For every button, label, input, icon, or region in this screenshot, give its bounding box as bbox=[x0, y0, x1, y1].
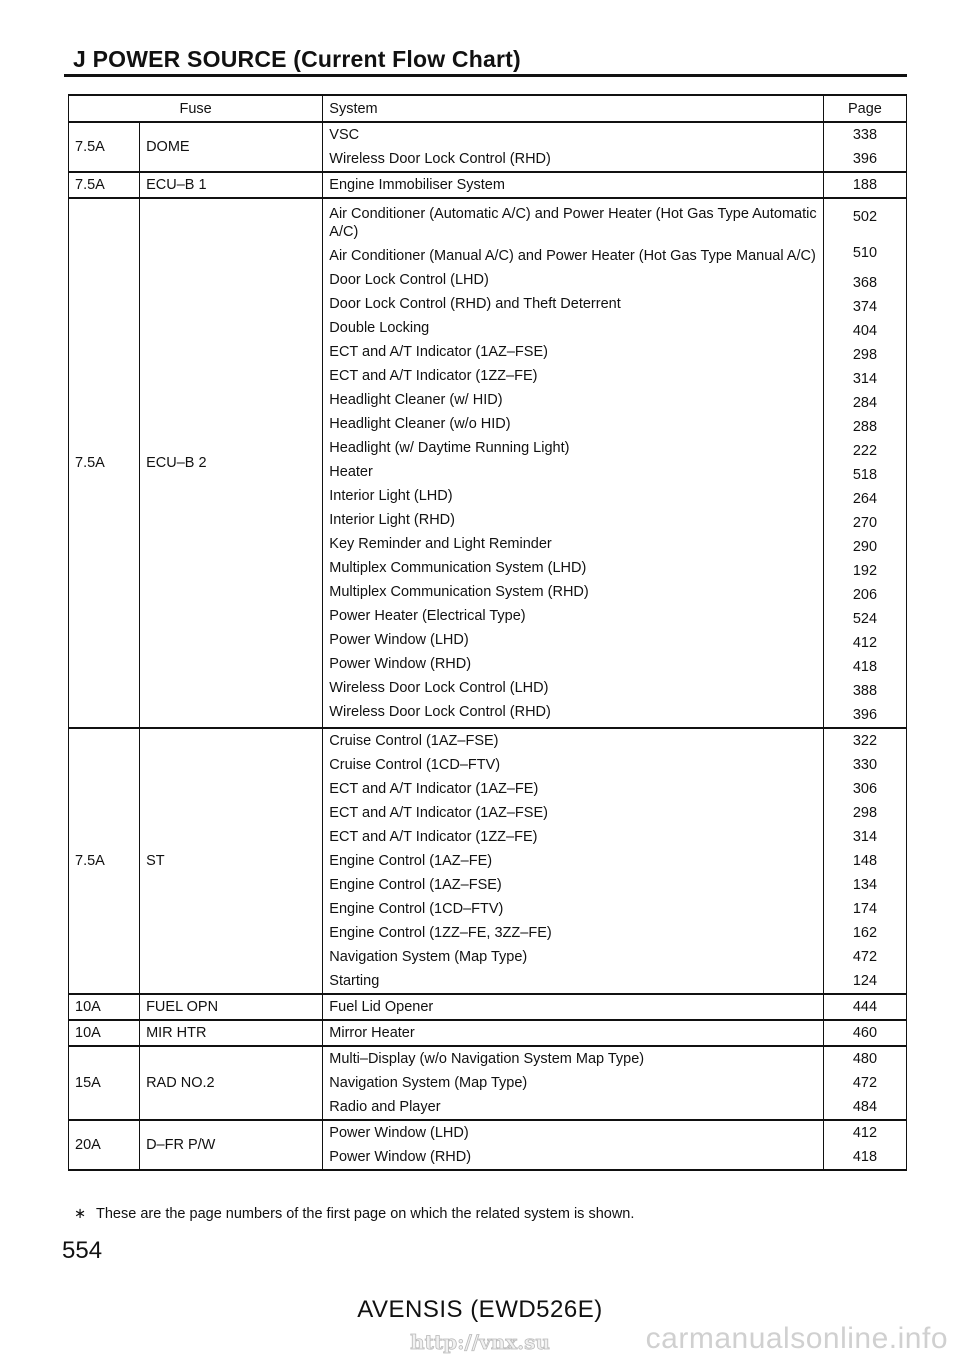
system-name: Multi–Display (w/o Navigation System Map Type) bbox=[329, 1051, 645, 1067]
system-name: Interior Light (RHD) bbox=[329, 512, 455, 528]
page-list bbox=[823, 728, 906, 994]
system-name: Wireless Door Lock Control (RHD) bbox=[329, 704, 551, 720]
footnote-marker: ∗ bbox=[74, 1206, 87, 1222]
system-name: Mirror Heater bbox=[329, 1025, 415, 1041]
system-name: Cruise Control (1CD–FTV) bbox=[329, 757, 501, 773]
system-list bbox=[323, 172, 824, 198]
system-name: Air Conditioner (Automatic A/C) and Power Heater (Hot Gas Type Automatic A/C) bbox=[329, 206, 817, 240]
page-number-cell: 460 bbox=[852, 1025, 878, 1041]
system-name: Power Window (LHD) bbox=[329, 632, 469, 648]
table-row bbox=[69, 728, 907, 994]
table-row bbox=[69, 994, 907, 1020]
system-name: Headlight Cleaner (w/o HID) bbox=[329, 416, 511, 432]
page-number-cell: 314 bbox=[852, 371, 878, 387]
page-number-cell: 518 bbox=[852, 467, 878, 483]
system-name: Engine Immobiliser System bbox=[329, 177, 505, 193]
fuse-amperage: 10A bbox=[69, 994, 140, 1020]
table-row bbox=[69, 1020, 907, 1046]
page-number-cell: 188 bbox=[852, 177, 878, 193]
fuse-amperage: 7.5A bbox=[69, 198, 140, 728]
page-number-cell: 368 bbox=[852, 275, 878, 291]
column-header-page: Page bbox=[823, 95, 906, 122]
page-number-cell: 404 bbox=[852, 323, 878, 339]
system-name: ECT and A/T Indicator (1ZZ–FE) bbox=[329, 368, 538, 384]
fuse-amperage: 7.5A bbox=[69, 172, 140, 198]
fuse-name: ST bbox=[140, 728, 323, 994]
column-header-fuse: Fuse bbox=[69, 95, 323, 122]
system-name: Headlight Cleaner (w/ HID) bbox=[329, 392, 503, 408]
page-number-cell: 502 bbox=[852, 209, 878, 225]
page-number-cell: 222 bbox=[852, 443, 878, 459]
page-number: 554 bbox=[62, 1237, 103, 1264]
page-list bbox=[823, 172, 906, 198]
page-number-cell: 480 bbox=[852, 1051, 878, 1067]
page-list bbox=[823, 1120, 906, 1170]
footnote-text: These are the page numbers of the first page on which the related system is shown. bbox=[96, 1206, 635, 1222]
page-number-cell: 418 bbox=[852, 659, 878, 675]
page-list bbox=[823, 994, 906, 1020]
system-list bbox=[323, 994, 824, 1020]
system-name: Fuel Lid Opener bbox=[329, 999, 434, 1015]
page-title: J POWER SOURCE (Current Flow Chart) bbox=[73, 46, 521, 72]
footer-model-code: AVENSIS (EWD526E) bbox=[357, 1296, 603, 1323]
system-name: ECT and A/T Indicator (1AZ–FE) bbox=[329, 781, 539, 797]
page-number-cell: 264 bbox=[852, 491, 878, 507]
system-name: Power Window (RHD) bbox=[329, 1149, 472, 1165]
title-underline bbox=[64, 74, 907, 77]
system-name: Engine Control (1CD–FTV) bbox=[329, 901, 504, 917]
system-name: Navigation System (Map Type) bbox=[329, 949, 528, 965]
fuse-table bbox=[68, 94, 907, 1171]
page-number-cell: 162 bbox=[852, 925, 878, 941]
page-number-cell: 444 bbox=[852, 999, 878, 1015]
system-name: Power Window (RHD) bbox=[329, 656, 472, 672]
system-name: VSC bbox=[329, 127, 360, 143]
page-number-cell: 288 bbox=[852, 419, 878, 435]
watermark-site: carmanualsonline.info bbox=[645, 1322, 948, 1355]
table-row bbox=[69, 1046, 907, 1120]
system-name: Navigation System (Map Type) bbox=[329, 1075, 528, 1091]
system-list bbox=[323, 728, 824, 994]
system-name: Heater bbox=[329, 464, 373, 480]
table-header-row bbox=[69, 95, 907, 122]
page-number-cell: 298 bbox=[852, 347, 878, 363]
table-row bbox=[69, 122, 907, 172]
system-name: Door Lock Control (RHD) and Theft Deterrent bbox=[329, 296, 621, 312]
fuse-amperage: 10A bbox=[69, 1020, 140, 1046]
system-list bbox=[323, 1020, 824, 1046]
system-name: Engine Control (1ZZ–FE, 3ZZ–FE) bbox=[329, 925, 552, 941]
page-list bbox=[823, 122, 906, 172]
page-number-cell: 524 bbox=[852, 611, 878, 627]
fuse-table-body bbox=[69, 122, 907, 1170]
page-number-cell: 338 bbox=[852, 127, 878, 143]
system-name: Double Locking bbox=[329, 320, 430, 336]
page-number-cell: 330 bbox=[852, 757, 878, 773]
page-number-cell: 396 bbox=[852, 707, 878, 723]
system-name: Headlight (w/ Daytime Running Light) bbox=[329, 440, 570, 456]
page-number-cell: 134 bbox=[852, 877, 878, 893]
page-list bbox=[823, 198, 906, 728]
fuse-name: DOME bbox=[140, 122, 323, 172]
system-name: Multiplex Communication System (RHD) bbox=[329, 584, 589, 600]
fuse-amperage: 15A bbox=[69, 1046, 140, 1120]
page-number-cell: 412 bbox=[852, 635, 878, 651]
page-number-cell: 396 bbox=[852, 151, 878, 167]
system-name: Wireless Door Lock Control (LHD) bbox=[329, 680, 549, 696]
fuse-name: MIR HTR bbox=[140, 1020, 323, 1046]
page-number-cell: 148 bbox=[852, 853, 878, 869]
system-list bbox=[323, 122, 824, 172]
fuse-amperage: 7.5A bbox=[69, 122, 140, 172]
page-number-cell: 484 bbox=[852, 1099, 878, 1115]
page-number-cell: 412 bbox=[852, 1125, 878, 1141]
system-name: Door Lock Control (LHD) bbox=[329, 272, 489, 288]
page-number-cell: 174 bbox=[852, 901, 878, 917]
system-name: ECT and A/T Indicator (1AZ–FSE) bbox=[329, 344, 548, 360]
fuse-name: RAD NO.2 bbox=[140, 1046, 323, 1120]
system-name: Cruise Control (1AZ–FSE) bbox=[329, 733, 499, 749]
system-list bbox=[323, 1120, 824, 1170]
page-number-cell: 284 bbox=[852, 395, 878, 411]
system-name: Power Window (LHD) bbox=[329, 1125, 469, 1141]
table-row bbox=[69, 198, 907, 728]
page-number-cell: 472 bbox=[852, 1075, 878, 1091]
page-list bbox=[823, 1046, 906, 1120]
fuse-amperage: 7.5A bbox=[69, 728, 140, 994]
fuse-name: ECU–B 1 bbox=[140, 172, 323, 198]
table-row bbox=[69, 172, 907, 198]
system-name: Radio and Player bbox=[329, 1099, 441, 1115]
page-number-cell: 298 bbox=[852, 805, 878, 821]
system-name: Key Reminder and Light Reminder bbox=[329, 536, 552, 552]
page-number-cell: 314 bbox=[852, 829, 878, 845]
watermark-vnx: http://vnx.su bbox=[410, 1330, 550, 1354]
fuse-name: D–FR P/W bbox=[140, 1120, 323, 1170]
system-name: ECT and A/T Indicator (1AZ–FSE) bbox=[329, 805, 548, 821]
system-name: ECT and A/T Indicator (1ZZ–FE) bbox=[329, 829, 538, 845]
page-number-cell: 388 bbox=[852, 683, 878, 699]
page-number-cell: 192 bbox=[852, 563, 878, 579]
page-number-cell: 290 bbox=[852, 539, 878, 555]
column-header-system: System bbox=[323, 95, 824, 122]
page-list bbox=[823, 1020, 906, 1046]
fuse-name: FUEL OPN bbox=[140, 994, 323, 1020]
system-name: Wireless Door Lock Control (RHD) bbox=[329, 151, 551, 167]
system-name: Engine Control (1AZ–FSE) bbox=[329, 877, 502, 893]
system-name: Engine Control (1AZ–FE) bbox=[329, 853, 493, 869]
page-number-cell: 374 bbox=[852, 299, 878, 315]
page-number-cell: 418 bbox=[852, 1149, 878, 1165]
system-name: Interior Light (LHD) bbox=[329, 488, 453, 504]
system-name: Power Heater (Electrical Type) bbox=[329, 608, 526, 624]
page-number-cell: 270 bbox=[852, 515, 878, 531]
system-list bbox=[323, 1046, 824, 1120]
system-name: Starting bbox=[329, 973, 380, 989]
page-number-cell: 124 bbox=[852, 973, 878, 989]
page-number-cell: 322 bbox=[852, 733, 878, 749]
table-row bbox=[69, 1120, 907, 1170]
page-number-cell: 472 bbox=[852, 949, 878, 965]
fuse-amperage: 20A bbox=[69, 1120, 140, 1170]
page-number-cell: 510 bbox=[852, 245, 878, 261]
fuse-name: ECU–B 2 bbox=[140, 198, 323, 728]
system-name: Air Conditioner (Manual A/C) and Power Heater (Hot Gas Type Manual A/C) bbox=[329, 248, 816, 264]
system-list bbox=[323, 198, 824, 728]
page-number-cell: 306 bbox=[852, 781, 878, 797]
page-number-cell: 206 bbox=[852, 587, 878, 603]
footnote bbox=[74, 1206, 634, 1222]
system-name: Multiplex Communication System (LHD) bbox=[329, 560, 587, 576]
